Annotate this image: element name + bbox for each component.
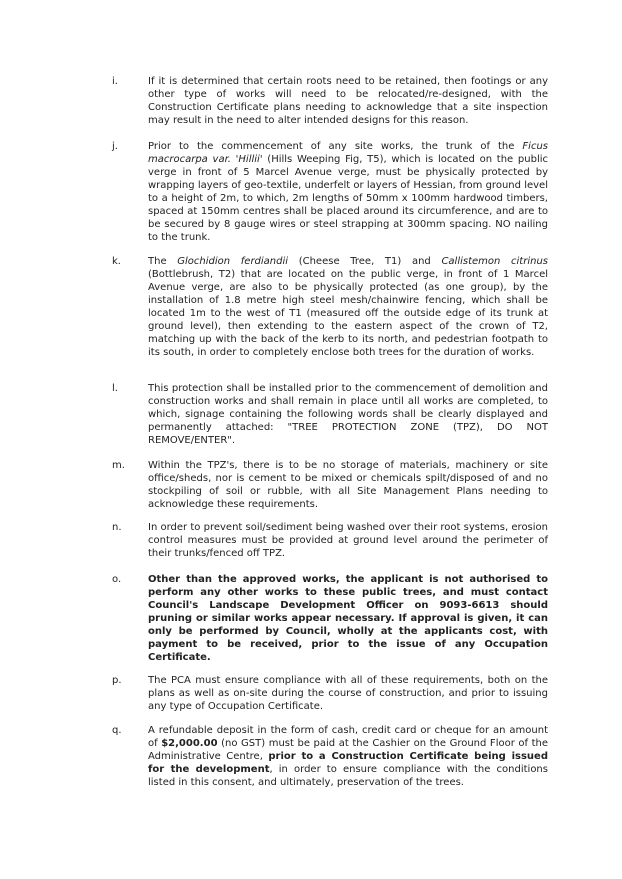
item-text: This protection shall be installed prior to the commencement of demolition and construction works and shall remain in place until all works are completed, to which, signage containing the following words shall be clearly displayed and permanently attached: "TREE PROTECTION ZONE (TPZ), DO NOT REMOVE/ENTER". xyxy=(148,383,548,446)
item-text: Within the TPZ's, there is to be no storage of materials, machinery or site office/sheds, nor is cement to be mixed or chemicals spilt/disposed of and no stockpiling of soil or rubble, with all Site Management Plans needing to acknowledge these requirements. xyxy=(148,460,548,510)
item-text: If it is determined that certain roots need to be retained, then footings or any other type of works will need to be relocated/re-designed, with the Construction Certificate plans needing to acknowledge that a site inspection may result in the need to alter intended designs for this reason. xyxy=(148,76,548,126)
item-marker: i. xyxy=(112,76,118,87)
item-text-bold: Other than the approved works, the applicant is not authorised to perform any other works to these public trees, and must contact Council's Landscape Development Officer on 9093-6613 should pruning or similar works appear necessary. If approval is given, it can only be performed by Council, wholly at the applicants cost, with payment to be received, prior to the issue of any Occupation Certificate. xyxy=(148,574,548,663)
species-name-italic: Glochidion ferdiandii xyxy=(177,256,289,267)
species-name-italic: Callistemon citrinus xyxy=(441,256,548,267)
item-text: The PCA must ensure compliance with all of these requirements, both on the plans as well as on-site during the course of construction, and prior to issuing any type of Occupation Certificate. xyxy=(148,675,548,712)
item-marker: l. xyxy=(112,383,118,394)
item-marker: p. xyxy=(112,675,122,686)
text-run: (Bottlebrush, T2) that are located on the public verge, in front of 1 Marcel Avenue verge, are also to be physically protected (as one group), by the installation of 1.8 metre high steel mesh/chainwire fencing, which shall be located 1m to the west of T1 (measured off the outside edge of its trunk at ground level), then extending to the eastern aspect of the crown of T2, matching up with the back of the kerb to its north, and pedestrian footpath to its south, in order to completely enclose both trees for the duration of works. xyxy=(148,269,548,358)
species-name-italic: Ficus macrocarpa var. 'Hillii' xyxy=(148,141,548,165)
text-run: The xyxy=(148,256,178,267)
text-run: A refundable deposit in the form of cash, credit card or cheque for an amount of xyxy=(148,725,548,749)
item-marker: m. xyxy=(112,460,125,471)
text-run: Prior to the commencement of any site works, the trunk of the xyxy=(148,141,523,152)
item-text xyxy=(148,140,548,244)
deposit-amount: $2,000.00 xyxy=(161,738,218,749)
text-run: (Hills Weeping Fig, T5), which is located on the public verge in front of 5 Marcel Avenue verge, must be physically protected by wrapping layers of geo-textile, underfelt or layers of Hessian, from ground level to a height of 2m, to which, 2m lengths of 50mm x 100mm hardwood timbers, spaced at 150mm centres shall be placed around its circumference, and are to be secured by 8 gauge wires or steel strapping at 300mm spacing. NO nailing to the trunk. xyxy=(148,154,548,243)
item-text: In order to prevent soil/sediment being washed over their root systems, erosion control measures must be provided at ground level around the perimeter of their trunks/fenced off TPZ. xyxy=(148,522,548,559)
text-run: , in order to ensure compliance with the conditions listed in this consent, and ultimately, preservation of the trees. xyxy=(148,764,548,788)
text-run: (Cheese Tree, T1) and xyxy=(288,256,442,267)
text-run: (no GST) must be paid at the Cashier on the Ground Floor of the Administrative Centre, xyxy=(148,738,549,762)
item-marker: k. xyxy=(112,256,121,267)
item-marker: o. xyxy=(112,574,122,585)
item-text xyxy=(148,724,548,789)
deadline-emphasis: prior to a Construction Certificate being issued for the development xyxy=(148,751,548,775)
item-text xyxy=(148,255,548,359)
item-marker: j. xyxy=(112,141,118,152)
item-marker: q. xyxy=(112,725,122,736)
item-marker: n. xyxy=(112,522,122,533)
